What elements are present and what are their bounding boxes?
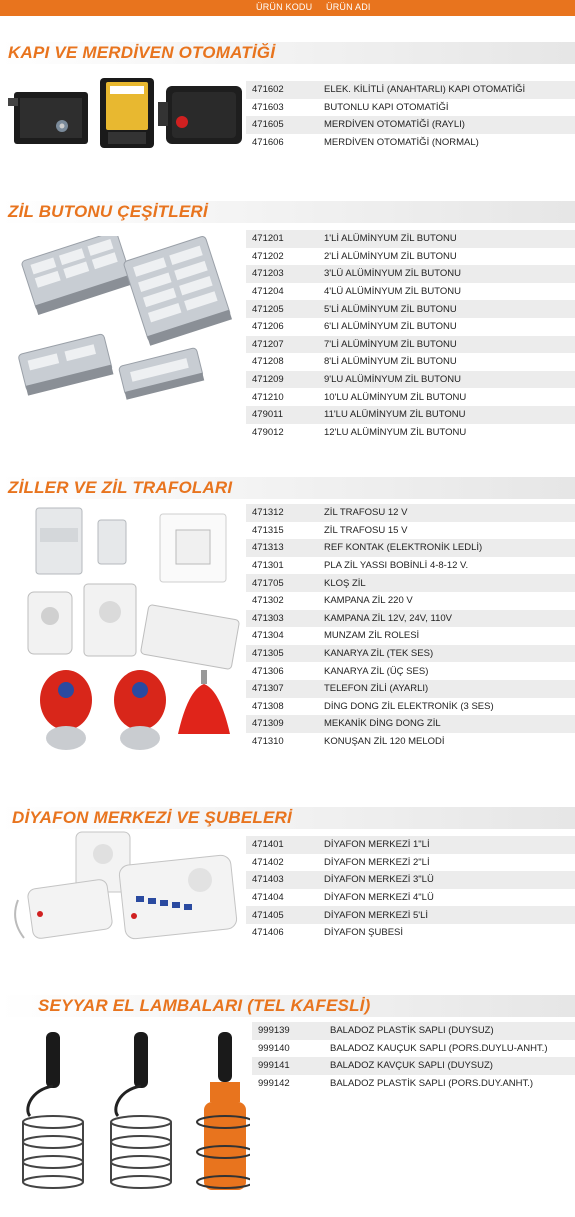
product-code: 471308: [252, 700, 284, 712]
product-code: 471401: [252, 839, 284, 851]
section-title-hand-lamps: SEYYAR EL LAMBALARI (TEL KAFESLİ): [38, 996, 371, 1015]
list-item: [246, 680, 575, 698]
list-item: [246, 854, 575, 872]
product-code: 471203: [252, 268, 284, 280]
product-code: 471302: [252, 595, 284, 607]
list-item: [252, 1057, 575, 1075]
product-code: 471603: [252, 101, 284, 113]
product-code: 471315: [252, 524, 284, 536]
list-item: [246, 574, 575, 592]
product-code: 471301: [252, 560, 284, 572]
list-item: [246, 230, 575, 248]
product-name: KONUŞAN ZİL 120 MELODİ: [324, 736, 445, 748]
list-item: [246, 557, 575, 575]
product-name-header: ÜRÜN ADI: [326, 2, 371, 12]
product-name: 8'Lİ ALÜMİNYUM ZİL BUTONU: [324, 356, 457, 368]
product-name: 4'LÜ ALÜMİNYUM ZİL BUTONU: [324, 286, 461, 298]
product-code: 471602: [252, 84, 284, 96]
product-name: KAMPANA ZİL 12V, 24V, 110V: [324, 612, 452, 624]
product-list-door-automation: [246, 81, 575, 151]
list-item: [246, 371, 575, 389]
product-code: 471307: [252, 683, 284, 695]
product-name: 5'Lİ ALÜMİNYUM ZİL BUTONU: [324, 303, 457, 315]
list-item: [246, 610, 575, 628]
product-code: 471210: [252, 391, 284, 403]
product-name: BALADOZ KAVÇUK SAPLI (DUYSUZ): [330, 1060, 493, 1072]
product-code: 471206: [252, 321, 284, 333]
list-item: [252, 1075, 575, 1093]
product-list-intercom: [246, 836, 575, 942]
list-item: [246, 406, 575, 424]
product-name: DİYAFON MERKEZİ 5'Lİ: [324, 909, 429, 921]
intercom-product-image: [10, 830, 242, 952]
list-item: [246, 424, 575, 442]
product-code: 471209: [252, 374, 284, 386]
product-list-doorbell-buttons: [246, 230, 575, 441]
product-code: 999140: [258, 1042, 290, 1054]
doorbell-buttons-product-image: [14, 236, 236, 406]
list-item: [246, 698, 575, 716]
product-name: DİYAFON ŞUBESİ: [324, 927, 404, 939]
list-item: [246, 99, 575, 117]
product-name: 1'Lİ ALÜMİNYUM ZİL BUTONU: [324, 233, 457, 245]
product-name: KANARYA ZİL (TEK SES): [324, 648, 434, 660]
list-item: [246, 715, 575, 733]
product-name: 7'Lİ ALÜMİNYUM ZİL BUTONU: [324, 338, 457, 350]
product-code: 471405: [252, 909, 284, 921]
product-code: 471304: [252, 630, 284, 642]
product-name: MERDİVEN OTOMATİĞİ (NORMAL): [324, 137, 479, 149]
product-name: PLA ZİL YASSI BOBİNLİ 4-8-12 V.: [324, 560, 469, 572]
product-name: DİYAFON MERKEZİ 3"LÜ: [324, 874, 434, 886]
product-list-hand-lamps: [252, 1022, 575, 1092]
list-item: [252, 1040, 575, 1058]
product-code: 479012: [252, 426, 284, 438]
product-name: DİYAFON MERKEZİ 1"Lİ: [324, 839, 430, 851]
list-item: [246, 889, 575, 907]
list-item: [246, 539, 575, 557]
list-item: [246, 627, 575, 645]
product-code: 471309: [252, 718, 284, 730]
product-code: 471312: [252, 507, 284, 519]
product-name: 6'LI ALÜMİNYUM ZİL BUTONU: [324, 321, 457, 333]
product-code: 471402: [252, 856, 284, 868]
list-item: [246, 522, 575, 540]
product-name: BALADOZ PLASTİK SAPLI (DUYSUZ): [330, 1025, 494, 1037]
product-code: 471606: [252, 137, 284, 149]
list-item: [246, 248, 575, 266]
product-name: TELEFON ZİLİ (AYARLI): [324, 683, 429, 695]
list-item: [246, 81, 575, 99]
product-code: 999142: [258, 1078, 290, 1090]
product-code: 471202: [252, 250, 284, 262]
list-item: [246, 116, 575, 134]
door-automation-product-image: [8, 72, 246, 154]
column-header-bar: [0, 0, 575, 16]
product-code: 471310: [252, 736, 284, 748]
product-name: 2'Lİ ALÜMİNYUM ZİL BUTONU: [324, 250, 457, 262]
bells-transformers-product-image: [18, 500, 240, 768]
section-title-intercom: DİYAFON MERKEZİ VE ŞUBELERİ: [12, 808, 292, 827]
list-item: [246, 353, 575, 371]
product-name: DİYAFON MERKEZİ 2"Lİ: [324, 856, 430, 868]
list-item: [246, 336, 575, 354]
product-name: MEKANİK DİNG DONG ZİL: [324, 718, 441, 730]
product-code: 471303: [252, 612, 284, 624]
section-title-doorbell-buttons: ZİL BUTONU ÇEŞİTLERİ: [8, 202, 208, 221]
section-title-door-automation: KAPI VE MERDİVEN OTOMATİĞİ: [8, 43, 276, 62]
product-code: 471204: [252, 286, 284, 298]
product-code: 999139: [258, 1025, 290, 1037]
product-code: 999141: [258, 1060, 290, 1072]
list-item: [246, 265, 575, 283]
product-name: ZİL TRAFOSU 12 V: [324, 507, 408, 519]
product-name: BALADOZ KAUÇUK SAPLI (PORS.DUYLU-ANHT.): [330, 1042, 548, 1054]
list-item: [246, 388, 575, 406]
list-item: [246, 733, 575, 751]
hand-lamps-product-image: [10, 1026, 250, 1206]
product-code: 471207: [252, 338, 284, 350]
product-name: 12'LU ALÜMİNYUM ZİL BUTONU: [324, 426, 467, 438]
list-item: [246, 924, 575, 942]
product-name: REF KONTAK (ELEKTRONİK LEDLİ): [324, 542, 483, 554]
list-item: [246, 592, 575, 610]
product-name: KAMPANA ZİL 220 V: [324, 595, 413, 607]
list-item: [246, 283, 575, 301]
product-name: 3'LÜ ALÜMİNYUM ZİL BUTONU: [324, 268, 461, 280]
product-code: 471201: [252, 233, 284, 245]
product-name: 9'LU ALÜMİNYUM ZİL BUTONU: [324, 374, 461, 386]
product-name: MUNZAM ZİL ROLESİ: [324, 630, 420, 642]
product-name: DİNG DONG ZİL ELEKTRONİK (3 SES): [324, 700, 494, 712]
list-item: [246, 318, 575, 336]
list-item: [246, 836, 575, 854]
product-code: 471403: [252, 874, 284, 886]
list-item: [246, 134, 575, 152]
product-code: 471404: [252, 892, 284, 904]
list-item: [246, 906, 575, 924]
product-name: DİYAFON MERKEZİ 4"LÜ: [324, 892, 434, 904]
product-name: ZİL TRAFOSU 15 V: [324, 524, 408, 536]
product-code: 471205: [252, 303, 284, 315]
product-code: 471306: [252, 665, 284, 677]
product-code: 471313: [252, 542, 284, 554]
list-item: [246, 504, 575, 522]
product-code: 471705: [252, 577, 284, 589]
list-item: [246, 300, 575, 318]
product-name: ELEK. KİLİTLİ (ANAHTARLI) KAPI OTOMATİĞİ: [324, 84, 526, 96]
product-code-header: ÜRÜN KODU: [256, 2, 313, 12]
product-list-bells-transformers: [246, 504, 575, 750]
product-name: BUTONLU KAPI OTOMATİĞİ: [324, 101, 449, 113]
product-name: KLOŞ ZİL: [324, 577, 366, 589]
product-code: 471406: [252, 927, 284, 939]
product-name: MERDİVEN OTOMATİĞİ (RAYLI): [324, 119, 465, 131]
list-item: [252, 1022, 575, 1040]
list-item: [246, 662, 575, 680]
product-code: 471605: [252, 119, 284, 131]
product-name: BALADOZ PLASTİK SAPLI (PORS.DUY.ANHT.): [330, 1078, 534, 1090]
product-code: 471305: [252, 648, 284, 660]
list-item: [246, 645, 575, 663]
product-name: 11'LU ALÜMİNYUM ZİL BUTONU: [324, 409, 466, 421]
list-item: [246, 871, 575, 889]
product-code: 479011: [252, 409, 283, 421]
product-code: 471208: [252, 356, 284, 368]
product-name: 10'LU ALÜMİNYUM ZİL BUTONU: [324, 391, 467, 403]
section-title-bells-transformers: ZİLLER VE ZİL TRAFOLARI: [8, 478, 233, 497]
product-name: KANARYA ZİL (ÜÇ SES): [324, 665, 429, 677]
